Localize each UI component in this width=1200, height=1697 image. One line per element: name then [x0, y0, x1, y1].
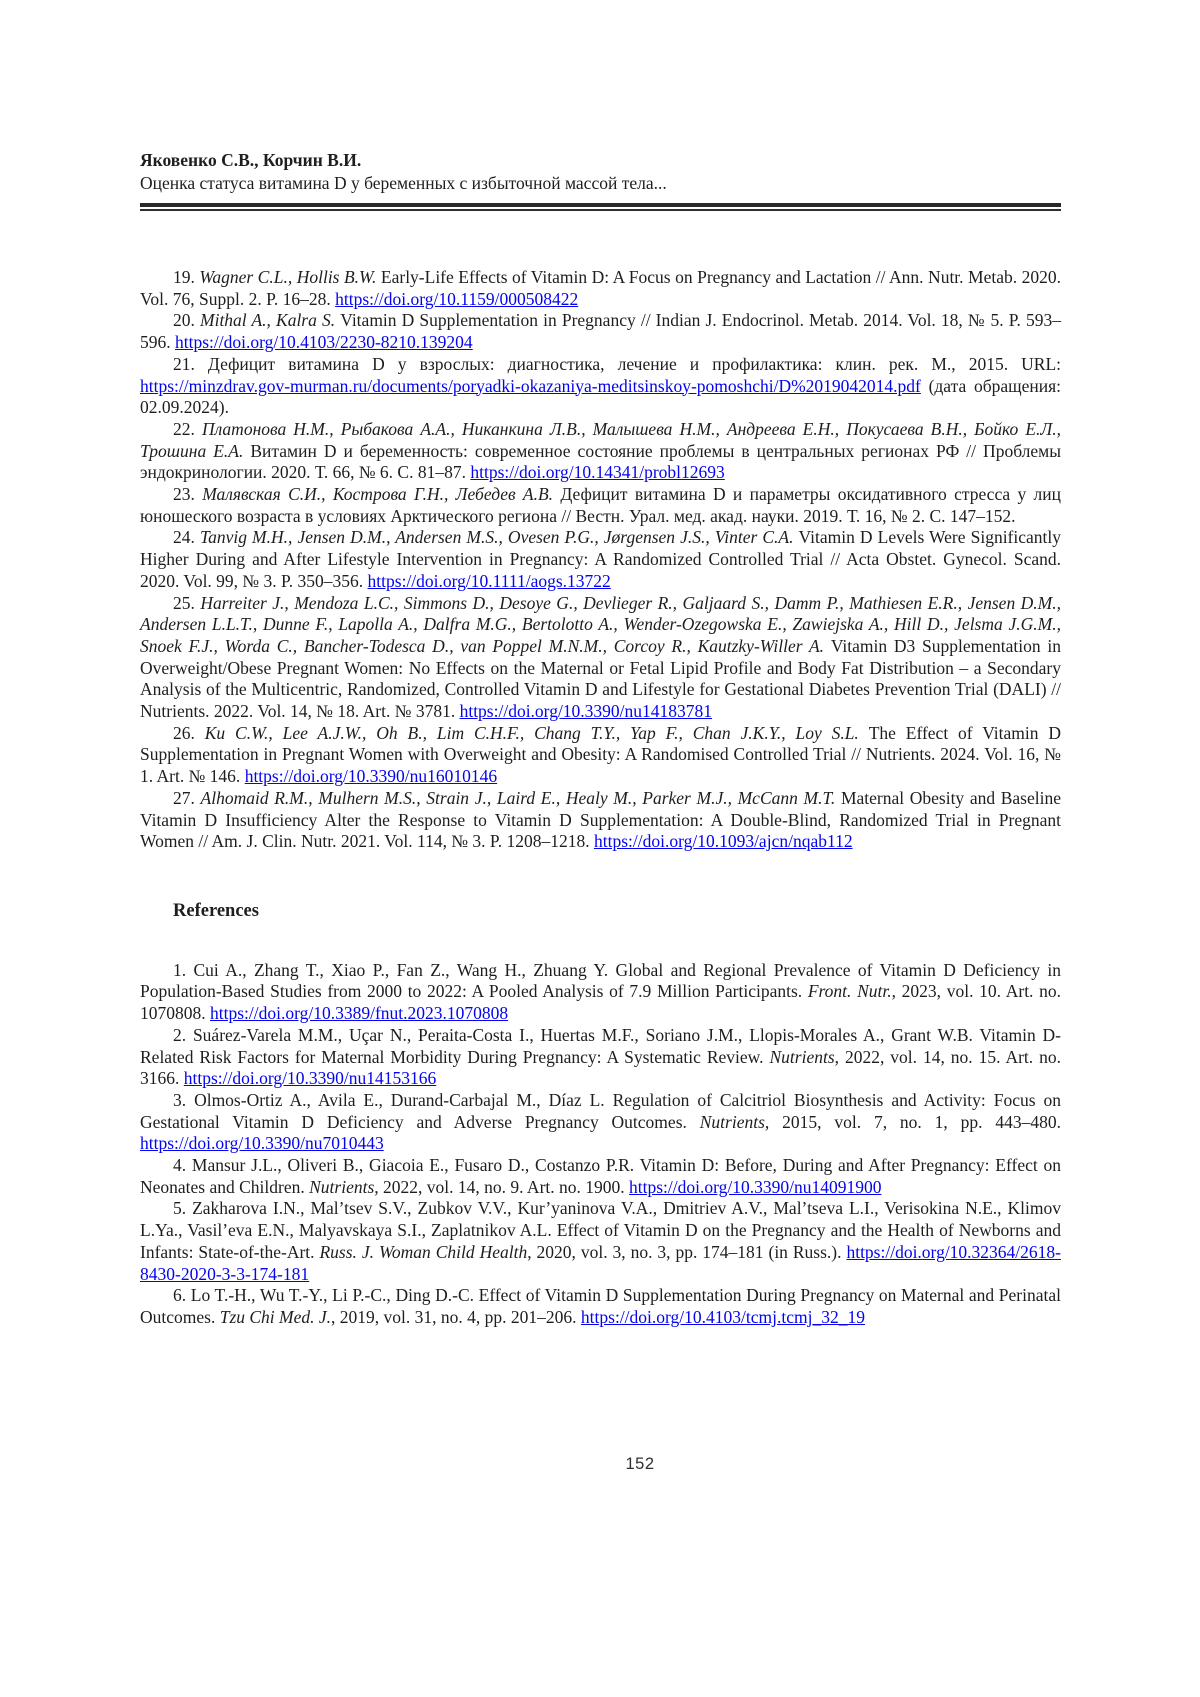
reference-text: Maternal Obesity and Baseline Vitamin D Insufficiency Alter the Response to Vitamin D Supplementation: A Double-Blind, Randomized Trial in Pregnant Women // Am. J. Clin. Nutr. 2021. Vol. 114, № 3. P. 1208–1218.: [140, 787, 1062, 852]
reference-text: Vitamin D Levels Were Significantly Higher During and After Lifestyle Intervention in Pregnancy: A Randomized Controlled Trial // Acta Obstet. Gynecol. Scand. 2020. Vol. 99, № 3. P. 350–356.: [140, 527, 1061, 591]
reference-doi-link[interactable]: https://doi.org/10.3390/nu7010443: [140, 1133, 384, 1154]
page-number: 152: [625, 1455, 655, 1473]
reference-text: 21. Дефицит витамина D у взрослых: диагностика, лечение и профилактика: клин. рек. М., 2015. URL:: [173, 353, 1061, 374]
reference-text: , 2022, vol. 14, no. 9. Art. no. 1900.: [374, 1176, 630, 1197]
reference-italic-text: Nutrients: [699, 1111, 765, 1132]
reference-text: 26.: [173, 722, 205, 743]
reference-text: (дата обращения: 02.09.2024).: [140, 375, 1061, 418]
reference-item: [140, 1090, 1061, 1155]
reference-item: [140, 310, 1061, 353]
reference-italic-text: Малявская С.И., Кострова Г.Н., Лебедев А.В.: [202, 484, 561, 505]
reference-doi-link[interactable]: https://doi.org/10.3389/fnut.2023.1070808: [210, 1003, 509, 1024]
reference-doi-link[interactable]: https://doi.org/10.3390/nu14183781: [459, 701, 713, 722]
reference-text: 4. Mansur J.L., Oliveri B., Giacoia E., Fusaro D., Costanzo P.R. Vitamin D: Before, During and After Pregnancy: Effect on Neonates and Children.: [140, 1155, 1061, 1197]
reference-item: [140, 723, 1061, 788]
reference-text: 6. Lo T.-H., Wu T.-Y., Li P.-C., Ding D.-C. Effect of Vitamin D Supplementation During Pregnancy on Maternal and Perinatal Outcomes.: [140, 1285, 1061, 1327]
reference-italic-text: Russ. J. Woman Child Health: [319, 1241, 528, 1262]
reference-item: [140, 960, 1061, 1025]
reference-doi-link[interactable]: https://doi.org/10.14341/probl12693: [470, 462, 725, 483]
reference-item: [140, 593, 1061, 723]
reference-item: [140, 788, 1061, 853]
reference-italic-text: Wagner C.L., Hollis B.W.: [199, 267, 381, 287]
header-rule-thick: [140, 203, 1061, 207]
references-body: [140, 267, 1061, 1329]
reference-text: Early-Life Effects of Vitamin D: A Focus on Pregnancy and Lactation // Ann. Nutr. Metab. 2020. Vol. 76, Suppl. 2. P. 16–28.: [140, 267, 1061, 309]
running-head-authors: Яковенко С.В., Корчин В.И.: [140, 150, 362, 170]
reference-italic-text: Nutrients: [769, 1046, 835, 1067]
reference-item: [140, 1198, 1061, 1285]
reference-text: Витамин D и беременность: современное состояние проблемы в центральных регионах РФ // Проблемы эндокринологии. 2020. Т. 66, № 6. С. 81–87.: [140, 440, 1061, 483]
reference-doi-link[interactable]: https://doi.org/10.1159/000508422: [335, 288, 579, 309]
reference-italic-text: Ku C.W., Lee A.J.W., Oh B., Lim C.H.F., Chang T.Y., Yap F., Chan J.K.Y., Loy S.L.: [204, 722, 869, 743]
reference-text: 25.: [173, 592, 201, 613]
reference-doi-link[interactable]: https://doi.org/10.3390/nu16010146: [244, 766, 498, 787]
reference-italic-text: Mithal A., Kalra S.: [200, 310, 341, 331]
reference-doi-link[interactable]: https://doi.org/10.1093/ajcn/nqab112: [593, 831, 853, 852]
reference-doi-link[interactable]: https://doi.org/10.1111/aogs.13722: [367, 570, 611, 591]
reference-text: 5. Zakharova I.N., Mal’tsev S.V., Zubkov V.V., Kur’yaninova V.A., Dmitriev A.V., Mal’tseva L.I., Verisokina N.E., Klimov L.Ya., Vasil’eva E.N., Malyavskaya S.I., Zaplatnikov A.L. Effect of Vitamin D on the Pregnancy and the Health of Newborns and Infants: State-of-the-Art.: [140, 1198, 1061, 1262]
reference-item: [140, 267, 1061, 310]
reference-item: [140, 1285, 1061, 1328]
reference-italic-text: Front. Nutr.: [807, 981, 892, 1002]
reference-text: , 2022, vol. 14, no. 15. Art. no. 3166.: [140, 1046, 1061, 1089]
reference-text: The Effect of Vitamin D Supplementation in Pregnant Women with Overweight and Obesity: A Randomised Controlled Trial // Nutrients. 2024. Vol. 16, № 1. Art. № 146.: [140, 722, 1062, 787]
english-references-list: [140, 960, 1061, 1329]
reference-text: 22.: [173, 418, 202, 439]
reference-doi-link[interactable]: https://doi.org/10.3390/nu14091900: [629, 1176, 882, 1197]
reference-italic-text: Tanvig M.H., Jensen D.M., Andersen M.S., Ovesen P.G., Jørgensen J.S., Vinter C.A.: [199, 527, 799, 548]
running-head: [140, 0, 1061, 211]
reference-text: , 2015, vol. 7, no. 1, pp. 443–480.: [764, 1111, 1061, 1132]
reference-doi-link[interactable]: https://doi.org/10.4103/tcmj.tcmj_32_19: [580, 1306, 865, 1327]
reference-text: 20.: [173, 310, 200, 331]
reference-item: [140, 419, 1061, 484]
reference-italic-text: Платонова Н.М., Рыбакова А.А., Никанкина Л.В., Малышева Н.М., Андреева Е.Н., Покусаева В.Н., Бойко Е.Л., Трошина Е.А.: [140, 418, 1062, 461]
reference-italic-text: Tzu Chi Med. J.: [219, 1306, 332, 1327]
reference-text: Vitamin D Supplementation in Pregnancy // Indian J. Endocrinol. Metab. 2014. Vol. 18, № 5. P. 593–596.: [140, 310, 1061, 353]
reference-italic-text: Alhomaid R.M., Mulhern M.S., Strain J., Laird E., Healy M., Parker M.J., McCann M.T.: [200, 787, 841, 808]
reference-doi-link[interactable]: https://minzdrav.gov-murman.ru/documents/poryadki-okazaniya-meditsinskoy-pomoshchi/D%2019042014.pdf: [140, 375, 921, 396]
running-head-title: Оценка статуса витамина D у беременных с избыточной массой тела...: [140, 173, 667, 193]
reference-text: 24.: [173, 527, 200, 548]
text-block: [140, 0, 1061, 1329]
reference-doi-link[interactable]: https://doi.org/10.4103/2230-8210.139204: [175, 332, 473, 353]
reference-italic-text: Nutrients: [309, 1176, 375, 1197]
reference-text: , 2023, vol. 10. Art. no. 1070808.: [140, 981, 1061, 1024]
reference-doi-link[interactable]: https://doi.org/10.32364/2618-8430-2020-3-3-174-181: [140, 1241, 1061, 1284]
russian-references-list: [140, 267, 1061, 853]
reference-text: 19.: [173, 267, 200, 287]
reference-italic-text: Harreiter J., Mendoza L.C., Simmons D., Desoye G., Devlieger R., Galjaard S., Damm P., Mathiesen E.R., Jensen D.M., Andersen L.L.T., Dunne F., Lapolla A., Dalfra M.G., Bertolotto A., Wender-Ozegowska E., Zawiejska A., Hill D., Jelsma J.G.M., Snoek F.J., Worda C., Bancher-Todesca D., van Poppel M.N.M., Corcoy R., Kautzky-Willer A.: [140, 592, 1061, 656]
reference-item: [140, 1155, 1061, 1198]
reference-text: Дефицит витамина D и параметры оксидативного стресса у лиц юношеского возраста в условиях Арктического региона // Вестн. Урал. мед. акад. науки. 2019. Т. 16, № 2. С. 147–152.: [140, 484, 1061, 526]
reference-text: 3. Olmos-Ortiz A., Avila E., Durand-Carbajal M., Díaz L. Regulation of Calcitriol Biosynthesis and Activity: Focus on Gestational Vitamin D Deficiency and Adverse Pregnancy Outcomes.: [140, 1089, 1061, 1132]
reference-item: [140, 354, 1061, 419]
reference-text: , 2020, vol. 3, no. 3, pp. 174–181 (in Russ.).: [527, 1241, 847, 1262]
reference-item: [140, 527, 1061, 592]
reference-item: [140, 1025, 1061, 1090]
reference-text: 2. Suárez-Varela M.M., Uçar N., Peraita-Costa I., Huertas M.F., Soriano J.M., Llopis-Morales A., Grant W.B. Vitamin D-Related Risk Factors for Maternal Morbidity During Pregnancy: A Systematic Review.: [140, 1024, 1061, 1067]
reference-text: Vitamin D3 Supplementation in Overweight/Obese Pregnant Women: No Effects on the Maternal or Fetal Lipid Profile and Body Fat Distribution – a Secondary Analysis of the Multicentric, Randomized, Controlled Vitamin D and Lifestyle for Gestational Diabetes Prevention Trial (DALI) // Nutrients. 2022. Vol. 14, № 18. Art. № 3781.: [140, 635, 1061, 722]
reference-text: 1. Cui A., Zhang T., Xiao P., Fan Z., Wang H., Zhuang Y. Global and Regional Prevalence of Vitamin D Deficiency in Population-Based Studies from 2000 to 2022: A Pooled Analysis of 7.9 Million Participants.: [140, 959, 1061, 1002]
header-rule-thin: [140, 209, 1061, 211]
reference-text: 23.: [173, 484, 203, 505]
reference-text: , 2019, vol. 31, no. 4, pp. 201–206.: [331, 1306, 581, 1327]
reference-text: 27.: [173, 787, 201, 808]
reference-item: [140, 484, 1061, 527]
references-heading: References: [173, 900, 259, 921]
header-double-rule: [140, 203, 1061, 211]
reference-doi-link[interactable]: https://doi.org/10.3390/nu14153166: [183, 1068, 437, 1089]
